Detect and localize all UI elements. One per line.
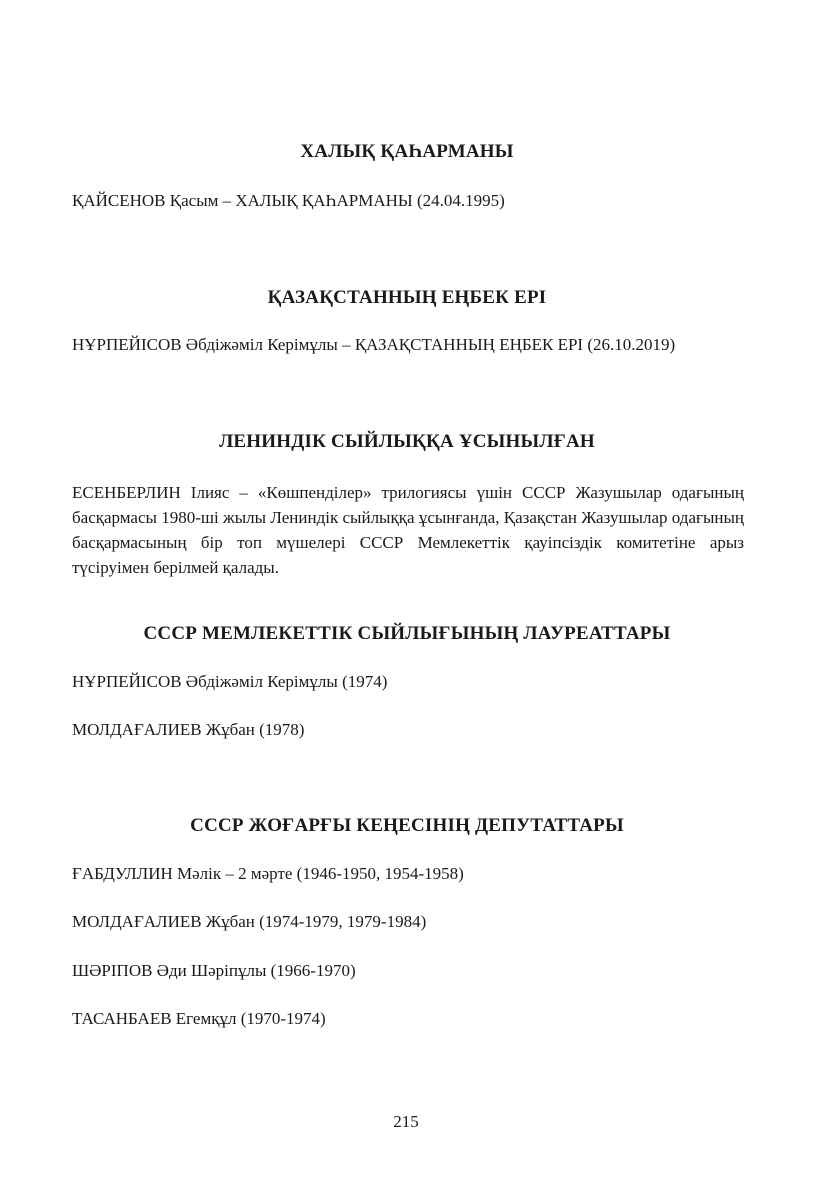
entry-tasanbaev: ТАСАНБАЕВ Егемқұл (1970-1974) (72, 1009, 326, 1028)
entry-moldagaliev-state: МОЛДАҒАЛИЕВ Жұбан (1978) (72, 720, 305, 739)
entry-nurpeisov-state: НҰРПЕЙІСОВ Әбдіжәміл Керімұлы (1974) (72, 672, 388, 691)
entry-sharipov: ШӘРІПОВ Әди Шәріпұлы (1966-1970) (72, 961, 356, 980)
section-title-people-hero: ХАЛЫҚ ҚАҺАРМАНЫ (300, 141, 514, 162)
entry-moldagaliev-deputy: МОЛДАҒАЛИЕВ Жұбан (1974-1979, 1979-1984) (72, 912, 427, 931)
paragraph-esenberlin: ЕСЕНБЕРЛИН Ілияс – «Көшпенділер» трилогиясы үшін СССР Жазушылар одағының басқармасы 1980-ші жылы Лениндік сыйлыққа ұсынғанда, Қазақстан Жазушылар одағының басқармасының бір топ мүшелері СССР Мемлекеттік қауіпсіздік комитетіне арыз түсіруімен берілмей қалады. (72, 483, 744, 577)
section-title-state-prize: СССР МЕМЛЕКЕТТІК СЫЙЛЫҒЫНЫҢ ЛАУРЕАТТАРЫ (143, 623, 671, 644)
entry-kaisenov: ҚАЙСЕНОВ Қасым – ХАЛЫҚ ҚАҺАРМАНЫ (24.04.1995) (72, 191, 505, 210)
section-title-supreme-council: СССР ЖОҒАРҒЫ КЕҢЕСІНІҢ ДЕПУТАТТАРЫ (190, 815, 624, 836)
entry-nurpeisov-labour: НҰРПЕЙІСОВ Әбдіжәміл Керімұлы – ҚАЗАҚСТАННЫҢ ЕҢБЕК ЕРІ (26.10.2019) (72, 335, 676, 354)
page-number: 215 (393, 1112, 419, 1131)
section-title-lenin-prize: ЛЕНИНДІК СЫЙЛЫҚҚА ҰСЫНЫЛҒАН (219, 431, 595, 452)
section-title-labour-hero: ҚАЗАҚСТАННЫҢ ЕҢБЕК ЕРІ (267, 287, 547, 308)
entry-gabdullin: ҒАБДУЛЛИН Мәлік – 2 мәрте (1946-1950, 1954-1958) (72, 864, 464, 883)
